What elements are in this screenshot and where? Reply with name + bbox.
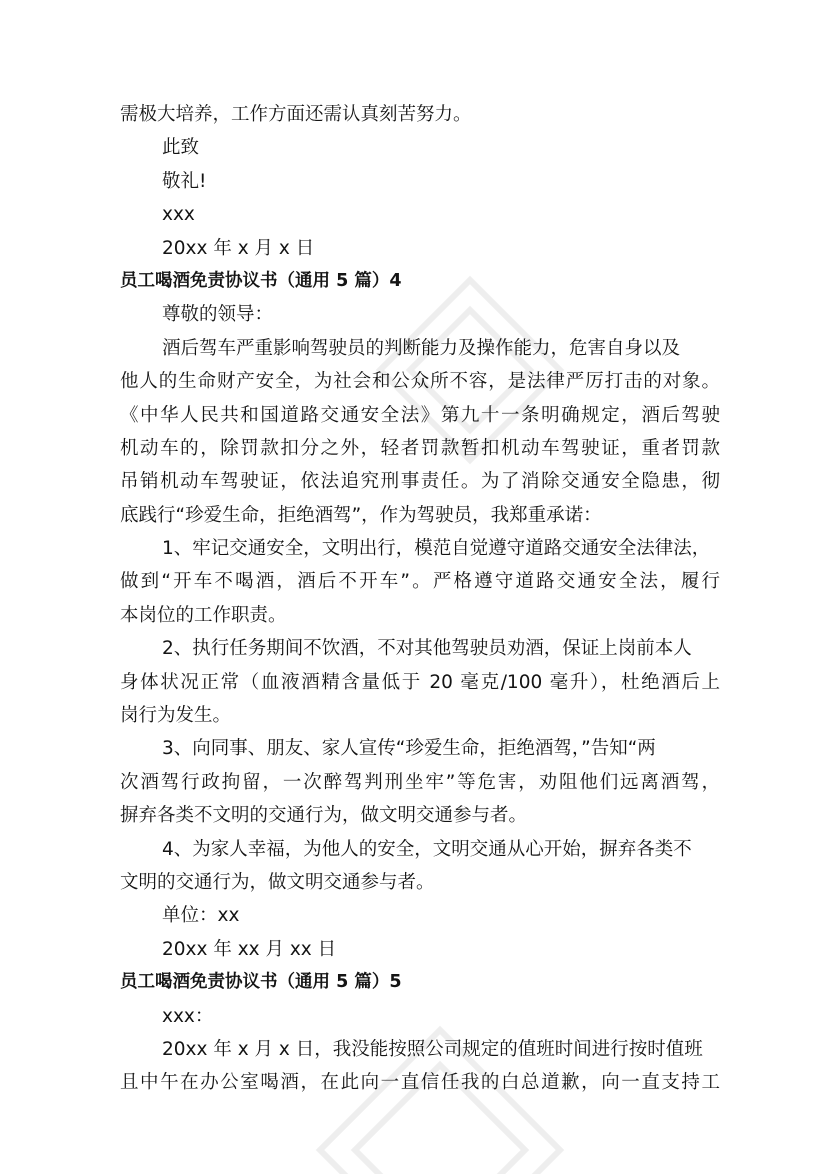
item-4-line: 4、为家人幸福，为他人的安全，文明交通从心开始，摒弃各类不 [162,838,692,860]
closing-line-1: 此致 [162,137,200,159]
section-4-salutation: 尊敬的领导： [162,304,274,326]
section-4-unit: 单位：xx [162,905,240,927]
section-4-intro-line: 《中华人民共和国道路交通安全法》第九十一条明确规定，酒后驾驶 [120,404,720,426]
section-4-intro-line: 他人的生命财产安全，为社会和公众所不容，是法律严厉打击的对象。 [120,371,720,393]
item-1-line: 做到“开车不喝酒，酒后不开车”。严格遵守道路交通安全法，履行 [120,571,720,593]
section-5-body-line: 20xx 年 x 月 x 日，我没能按照公司规定的值班时间进行按时值班 [162,1038,703,1060]
signature-name: xxx [162,204,195,226]
item-1-line: 本岗位的工作职责。 [120,604,287,626]
item-2-line: 岗行为发生。 [120,705,232,727]
section-4-intro-line: 机动车的，除罚款扣分之外，轻者罚款暂扣机动车驾驶证，重者罚款 [120,437,720,459]
item-2-line: 身体状况正常（血液酒精含量低于 20 毫克/100 毫升），杜绝酒后上 [120,671,720,693]
item-1-line: 1、牢记交通安全，文明出行，模范自觉遵守道路交通安全法律法， [162,538,711,560]
document-body [120,98,720,1100]
section-5-title: 员工喝酒免责协议书（通用 5 篇）5 [120,972,402,993]
section-4-title: 员工喝酒免责协议书（通用 5 篇）4 [120,270,402,291]
section-4-intro-line: 底践行“珍爱生命，拒绝酒驾”，作为驾驶员，我郑重承诺： [120,504,602,526]
item-3-line: 次酒驾行政拘留，一次醉驾判刑坐牢”等危害，劝阻他们远离酒驾， [120,771,720,793]
item-4-line: 文明的交通行为，做文明交通参与者。 [120,871,435,893]
section-4-intro-line: 酒后驾车严重影响驾驶员的判断能力及操作能力，危害自身以及 [162,337,681,359]
item-2-line: 2、执行任务期间不饮酒，不对其他驾驶员劝酒，保证上岗前本人 [162,638,692,660]
section-4-date: 20xx 年 xx 月 xx 日 [162,938,337,960]
item-3-line: 摒弃各类不文明的交通行为，做文明交通参与者。 [120,805,528,827]
section-5-body-line: 且中午在办公室喝酒，在此向一直信任我的白总道歉，向一直支持工 [120,1072,720,1094]
signature-date: 20xx 年 x 月 x 日 [162,237,315,259]
section-4-intro-line: 吊销机动车驾驶证，依法追究刑事责任。为了消除交通安全隐患，彻 [120,471,720,493]
continued-text: 需极大培养，工作方面还需认真刻苦努力。 [120,104,472,125]
closing-line-2: 敬礼! [162,170,207,192]
item-3-line: 3、向同事、朋友、家人宣传“珍爱生命，拒绝酒驾，”告知“两 [162,738,656,760]
section-5-salutation: xxx： [162,1005,214,1027]
